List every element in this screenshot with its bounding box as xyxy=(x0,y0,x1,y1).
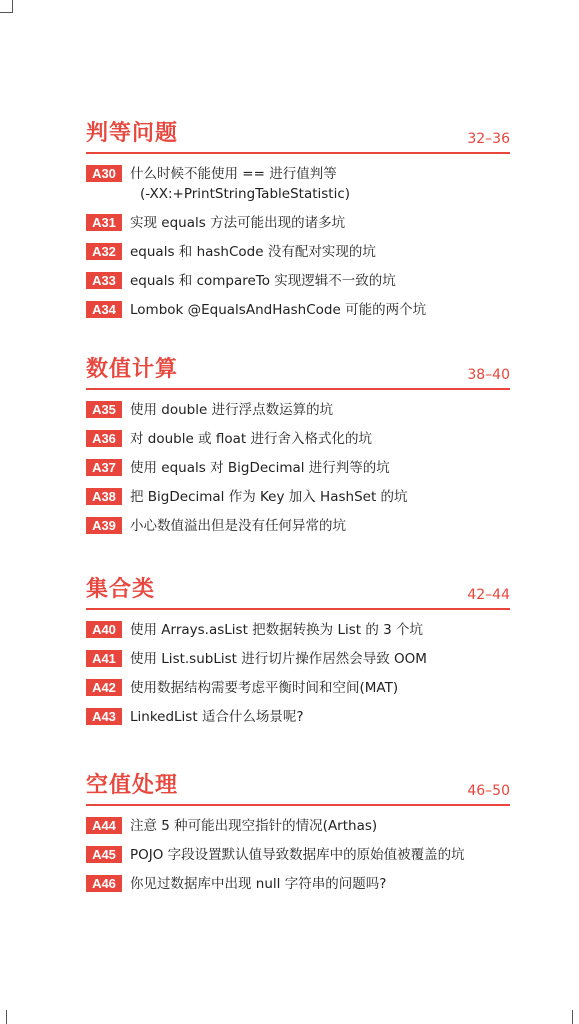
item-text: equals 和 compareTo 实现逻辑不一致的坑 xyxy=(130,273,396,289)
item-code-badge: A42 xyxy=(86,679,122,696)
section-page-range: 38–40 xyxy=(467,367,510,383)
list-item[interactable] xyxy=(86,429,510,449)
item-text: 使用 double 进行浮点数运算的坑 xyxy=(130,402,334,418)
item-text: 实现 equals 方法可能出现的诸多坑 xyxy=(130,215,346,231)
list-item[interactable] xyxy=(86,400,510,420)
item-text: LinkedList 适合什么场景呢? xyxy=(130,709,304,725)
item-code-badge: A41 xyxy=(86,650,122,667)
section-header xyxy=(86,354,510,390)
list-item[interactable] xyxy=(86,242,510,262)
item-code-badge: A37 xyxy=(86,459,122,476)
list-item[interactable] xyxy=(86,164,510,204)
item-text: equals 和 hashCode 没有配对实现的坑 xyxy=(130,244,376,260)
item-code-badge: A32 xyxy=(86,243,122,260)
item-code-badge: A35 xyxy=(86,401,122,418)
section-header xyxy=(86,574,510,610)
item-list xyxy=(86,816,510,894)
item-code-badge: A43 xyxy=(86,708,122,725)
item-text: 使用 List.subList 进行切片操作居然会导致 OOM xyxy=(130,651,427,667)
list-item[interactable] xyxy=(86,516,510,536)
item-text: 使用数据结构需要考虑平衡时间和空间(MAT) xyxy=(130,680,399,696)
list-item[interactable] xyxy=(86,458,510,478)
list-item[interactable] xyxy=(86,487,510,507)
item-list xyxy=(86,620,510,727)
item-text: 使用 equals 对 BigDecimal 进行判等的坑 xyxy=(130,460,390,476)
section-title: 集合类 xyxy=(86,577,156,602)
list-item[interactable] xyxy=(86,874,510,894)
list-item[interactable] xyxy=(86,845,510,865)
item-code-badge: A46 xyxy=(86,875,122,892)
item-code-badge: A33 xyxy=(86,272,122,289)
item-code-badge: A36 xyxy=(86,430,122,447)
section-title: 数值计算 xyxy=(86,357,179,382)
item-text: 小心数值溢出但是没有任何异常的坑 xyxy=(130,518,346,534)
crop-mark-bottom-left xyxy=(6,1010,7,1024)
item-code-badge: A40 xyxy=(86,621,122,638)
item-list xyxy=(86,164,510,320)
item-text: 把 BigDecimal 作为 Key 加入 HashSet 的坑 xyxy=(130,489,408,505)
section-numeric xyxy=(86,354,510,545)
crop-mark-top-left xyxy=(0,0,13,13)
item-text: 你见过数据库中出现 null 字符串的问题吗? xyxy=(130,876,387,892)
item-code-badge: A38 xyxy=(86,488,122,505)
section-page-range: 46–50 xyxy=(467,783,510,799)
item-text: 使用 Arrays.asList 把数据转换为 List 的 3 个坑 xyxy=(130,622,424,638)
item-text: 对 double 或 float 进行舍入格式化的坑 xyxy=(130,431,373,447)
section-collections xyxy=(86,574,510,736)
item-code-badge: A30 xyxy=(86,165,122,182)
list-item[interactable] xyxy=(86,816,510,836)
list-item[interactable] xyxy=(86,271,510,291)
item-code-badge: A45 xyxy=(86,846,122,863)
list-item[interactable] xyxy=(86,678,510,698)
list-item[interactable] xyxy=(86,300,510,320)
item-text: 注意 5 种可能出现空指针的情况(Arthas) xyxy=(130,818,378,834)
section-title: 判等问题 xyxy=(86,121,179,146)
section-equality xyxy=(86,118,510,329)
item-subtitle: (-XX:+PrintStringTableStatistic) xyxy=(140,186,351,202)
section-null-handling xyxy=(86,770,510,903)
section-page-range: 32–36 xyxy=(467,131,510,147)
list-item[interactable] xyxy=(86,649,510,669)
item-code-badge: A39 xyxy=(86,517,122,534)
item-text: Lombok @EqualsAndHashCode 可能的两个坑 xyxy=(130,302,427,318)
section-header xyxy=(86,770,510,806)
item-text: POJO 字段设置默认值导致数据库中的原始值被覆盖的坑 xyxy=(130,847,465,863)
list-item[interactable] xyxy=(86,213,510,233)
section-page-range: 42–44 xyxy=(467,587,510,603)
section-title: 空值处理 xyxy=(86,773,179,798)
list-item[interactable] xyxy=(86,707,510,727)
item-list xyxy=(86,400,510,536)
item-code-badge: A34 xyxy=(86,301,122,318)
item-title: 什么时候不能使用 == 进行值判等 xyxy=(130,166,337,182)
item-text xyxy=(130,164,350,204)
section-header xyxy=(86,118,510,154)
crop-mark-bottom-right xyxy=(572,1010,573,1024)
item-code-badge: A31 xyxy=(86,214,122,231)
item-code-badge: A44 xyxy=(86,817,122,834)
list-item[interactable] xyxy=(86,620,510,640)
